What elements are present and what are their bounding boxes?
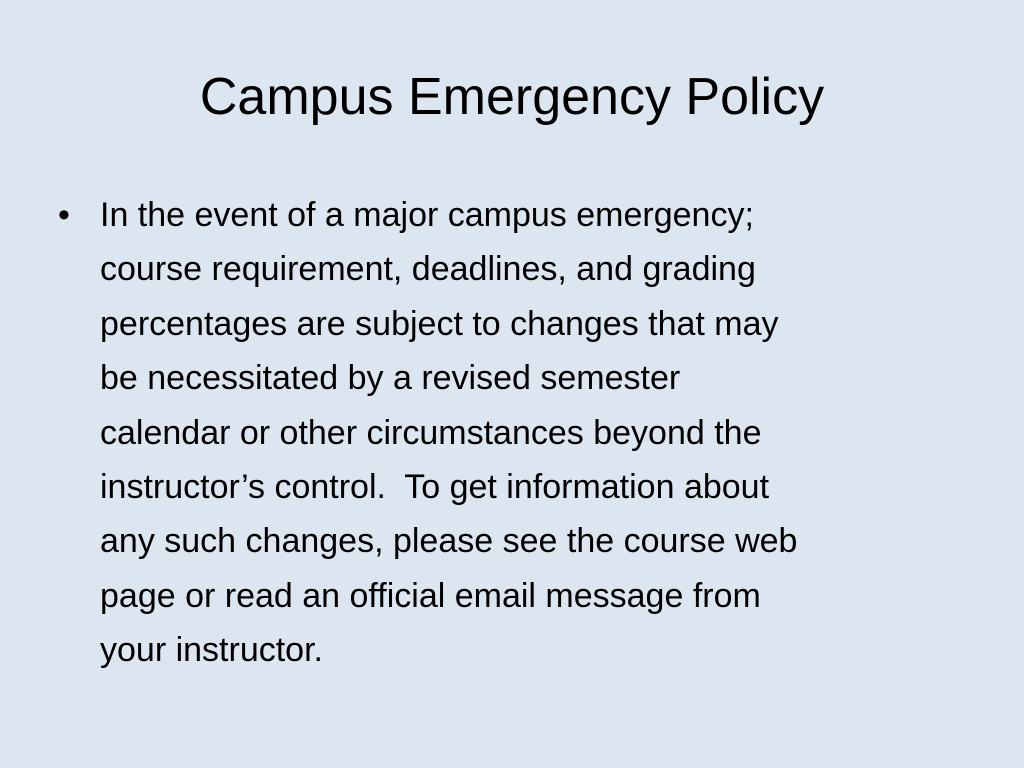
bullet-text-line: In the event of a major campus emergency; bbox=[100, 196, 754, 234]
bullet-text-line: any such changes, please see the course web bbox=[100, 522, 798, 561]
slide-title: Campus Emergency Policy bbox=[199, 68, 825, 126]
bullet-text-line: calendar or other circumstances beyond the bbox=[100, 413, 762, 452]
bullet-text-line: be necessitated by a revised semester bbox=[100, 359, 681, 398]
bullet-text-line: course requirement, deadlines, and grading bbox=[100, 250, 756, 289]
bullet-item bbox=[58, 188, 958, 678]
bullet-text-line: percentages are subject to changes that may bbox=[100, 304, 779, 343]
bullet-text-line: page or read an official email message from bbox=[100, 576, 761, 615]
bullet-text-line: your instructor. bbox=[100, 631, 323, 670]
slide-body bbox=[58, 188, 958, 678]
bullet-text-line: instructor’s control. To get information about bbox=[100, 468, 770, 507]
bullet-marker: • bbox=[58, 196, 70, 234]
bullet-text bbox=[100, 188, 950, 678]
